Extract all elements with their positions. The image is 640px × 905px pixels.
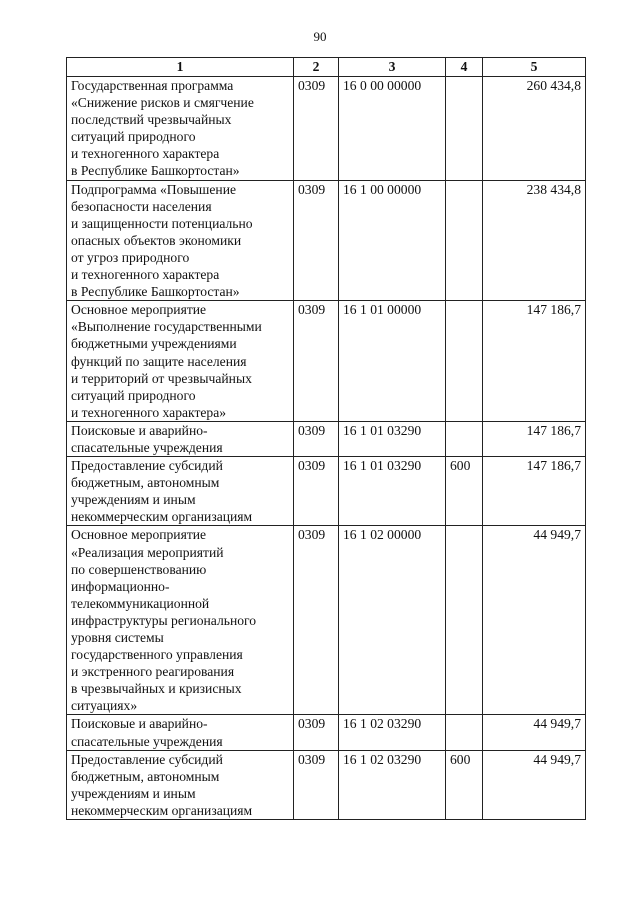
row-code: 16 1 00 00000	[339, 180, 446, 301]
table-row	[67, 750, 586, 819]
row-section: 0309	[294, 301, 339, 422]
table-row	[67, 301, 586, 422]
row-name: Государственная программа «Снижение рисков и смягчение последствий чрезвычайных ситуаций природного и техногенного характера в Республике Башкортостан»	[67, 77, 294, 181]
header-col-4: 4	[446, 58, 483, 77]
table-header	[67, 58, 586, 77]
row-type: 600	[446, 457, 483, 526]
row-name: Предоставление субсидий бюджетным, автономным учреждениям и иным некоммерческим организациям	[67, 750, 294, 819]
row-name: Предоставление субсидий бюджетным, автономным учреждениям и иным некоммерческим организациям	[67, 457, 294, 526]
row-amount: 147 186,7	[483, 457, 586, 526]
table-row	[67, 457, 586, 526]
row-code: 16 1 01 03290	[339, 457, 446, 526]
row-amount: 44 949,7	[483, 526, 586, 715]
row-type	[446, 526, 483, 715]
budget-table	[66, 57, 586, 820]
row-code: 16 1 02 00000	[339, 526, 446, 715]
row-amount: 147 186,7	[483, 421, 586, 456]
row-code: 16 1 01 00000	[339, 301, 446, 422]
row-section: 0309	[294, 180, 339, 301]
row-amount: 147 186,7	[483, 301, 586, 422]
header-col-2: 2	[294, 58, 339, 77]
row-code: 16 1 02 03290	[339, 750, 446, 819]
row-code: 16 0 00 00000	[339, 77, 446, 181]
row-amount: 44 949,7	[483, 715, 586, 750]
row-code: 16 1 02 03290	[339, 715, 446, 750]
header-col-3: 3	[339, 58, 446, 77]
row-section: 0309	[294, 77, 339, 181]
row-section: 0309	[294, 715, 339, 750]
table-row	[67, 526, 586, 715]
header-row	[67, 58, 586, 77]
table-body	[67, 77, 586, 820]
row-amount: 260 434,8	[483, 77, 586, 181]
row-section: 0309	[294, 526, 339, 715]
row-name: Подпрограмма «Повышение безопасности населения и защищенности потенциально опасных объектов экономики от угроз природного и техногенного характера в Республике Башкортостан»	[67, 180, 294, 301]
row-type	[446, 77, 483, 181]
row-type	[446, 301, 483, 422]
page-number: 90	[313, 29, 327, 44]
row-type	[446, 180, 483, 301]
row-type: 600	[446, 750, 483, 819]
table-row	[67, 180, 586, 301]
row-code: 16 1 01 03290	[339, 421, 446, 456]
row-section: 0309	[294, 750, 339, 819]
header-col-1: 1	[67, 58, 294, 77]
row-name: Основное мероприятие «Реализация мероприятий по совершенствованию информационно- телекоммуникационной инфраструктуры регионального уровня системы государственного управления и экстренного реагирования в чрезвычайных и кризисных ситуациях»	[67, 526, 294, 715]
row-amount: 44 949,7	[483, 750, 586, 819]
table-row	[67, 715, 586, 750]
row-name: Поисковые и аварийно- спасательные учреждения	[67, 421, 294, 456]
table-row	[67, 421, 586, 456]
row-name: Поисковые и аварийно- спасательные учреждения	[67, 715, 294, 750]
row-section: 0309	[294, 421, 339, 456]
row-amount: 238 434,8	[483, 180, 586, 301]
row-type	[446, 421, 483, 456]
row-section: 0309	[294, 457, 339, 526]
row-name: Основное мероприятие «Выполнение государственными бюджетными учреждениями функций по защите населения и территорий от чрезвычайных ситуаций природного и техногенного характера»	[67, 301, 294, 422]
table-row	[67, 77, 586, 181]
header-col-5: 5	[483, 58, 586, 77]
row-type	[446, 715, 483, 750]
